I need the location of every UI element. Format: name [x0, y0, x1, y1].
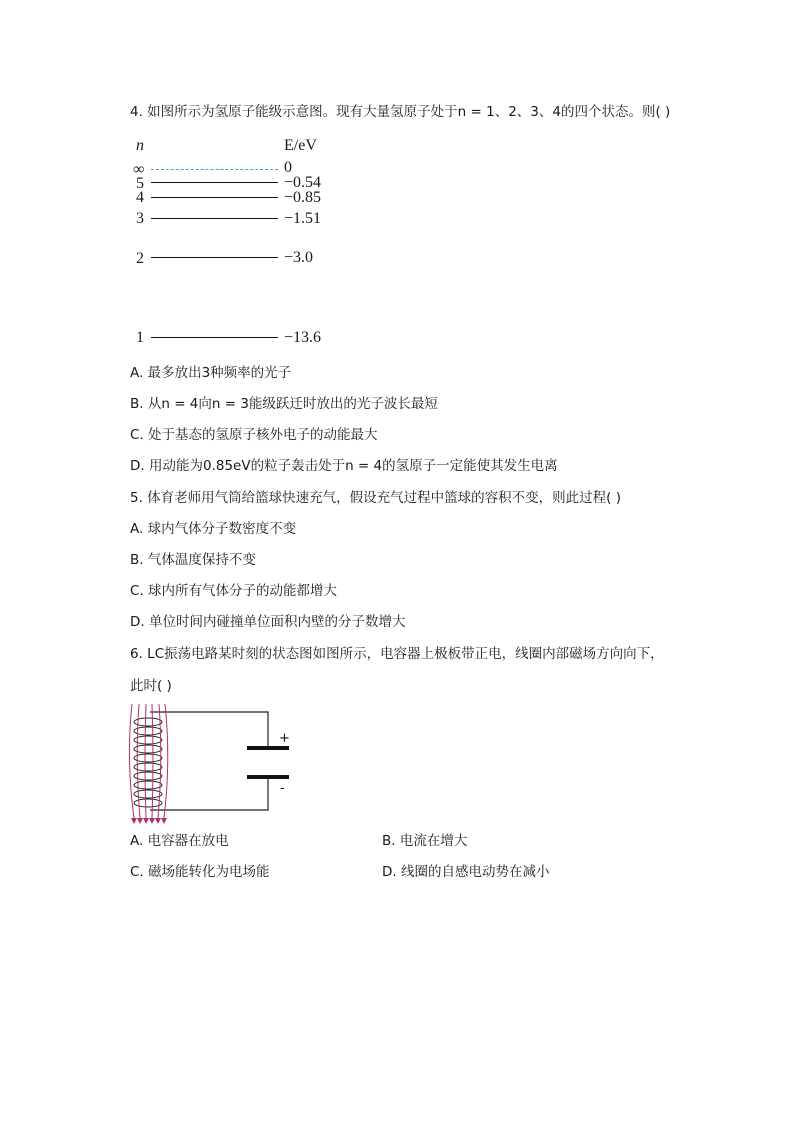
q6-option-a: A. 电容器在放电 — [130, 833, 229, 849]
level-e-4: −0.85 — [284, 189, 322, 206]
level-e-infinity: 0 — [284, 159, 292, 176]
level-line-infinity — [151, 169, 278, 170]
q4-option-d: D. 用动能为0.85eV的粒子轰击处于n = 4的氢原子一定能使其发生电离 — [130, 458, 558, 474]
level-n-3: 3 — [136, 210, 144, 227]
level-line-2 — [151, 257, 278, 258]
q6-option-b: B. 电流在增大 — [382, 833, 468, 849]
q4-option-b: B. 从n = 4向n = 3能级跃迁时放出的光子波长最短 — [130, 396, 438, 412]
q6-stem-line2: 此时( ) — [130, 678, 172, 694]
q5-option-b: B. 气体温度保持不变 — [130, 552, 256, 568]
q4-option-c: C. 处于基态的氢原子核外电子的动能最大 — [130, 427, 378, 443]
q4-stem: 4. 如图所示为氢原子能级示意图。现有大量氢原子处于n = 1、2、3、4的四个状态。则( ) — [130, 104, 671, 120]
level-e-2: −3.0 — [284, 249, 314, 266]
q6-option-c: C. 磁场能转化为电场能 — [130, 864, 270, 880]
q5-option-a: A. 球内气体分子数密度不变 — [130, 521, 297, 537]
level-line-4 — [151, 197, 278, 198]
q5-option-d: D. 单位时间内碰撞单位面积内壁的分子数增大 — [130, 614, 406, 630]
level-line-1 — [151, 337, 278, 338]
field-direction-arrows — [131, 818, 167, 824]
level-n-1: 1 — [136, 329, 144, 346]
level-e-1: −13.6 — [284, 329, 322, 346]
level-e-5: −0.54 — [284, 174, 322, 191]
level-n-infinity: ∞ — [133, 161, 145, 178]
q4-option-a: A. 最多放出3种频率的光子 — [130, 365, 292, 381]
level-line-5 — [151, 182, 278, 183]
n-axis-header: n — [136, 137, 144, 154]
lc-circuit-diagram — [122, 700, 302, 826]
capacitor-plus-sign: + — [279, 731, 290, 746]
q6-option-d: D. 线圈的自感电动势在减小 — [382, 864, 550, 880]
level-n-4: 4 — [136, 189, 144, 206]
level-e-3: −1.51 — [284, 210, 322, 227]
level-n-5: 5 — [136, 175, 144, 192]
energy-axis-header: E/eV — [284, 137, 317, 154]
q6-stem-line1: 6. LC振荡电路某时刻的状态图如图所示，电容器上极板带正电，线圈内部磁场方向向下， — [130, 646, 664, 662]
q5-option-c: C. 球内所有气体分子的动能都增大 — [130, 583, 338, 599]
capacitor-minus-sign: - — [280, 781, 285, 796]
capacitor-lower-plate — [247, 775, 289, 779]
level-line-3 — [151, 218, 278, 219]
level-n-2: 2 — [136, 250, 144, 267]
q5-stem: 5. 体育老师用气筒给篮球快速充气，假设充气过程中篮球的容积不变，则此过程( ) — [130, 490, 621, 506]
capacitor-upper-plate — [247, 746, 289, 750]
